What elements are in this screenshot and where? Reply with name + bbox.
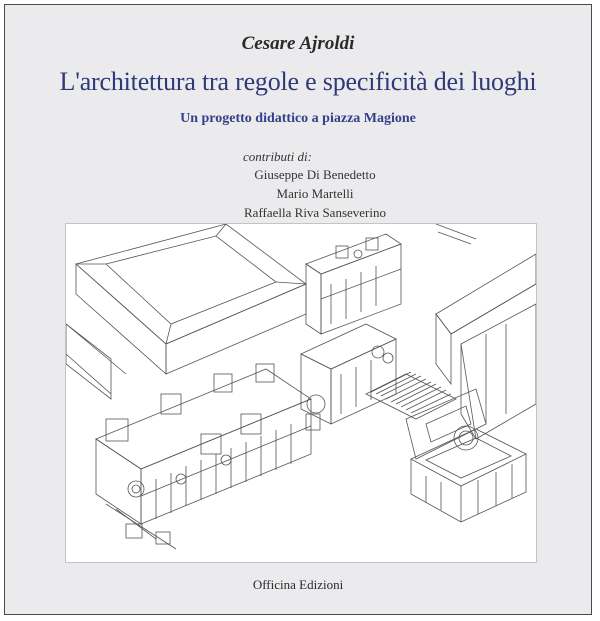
book-cover [4, 4, 592, 615]
book-title: L'architettura tra regole e specificità dei luoghi [59, 67, 537, 96]
pyramid-building [66, 224, 306, 399]
hatched-plaza [366, 372, 486, 459]
church-cluster [301, 324, 396, 430]
contributor-name: Raffaella Riva Sanseverino [244, 205, 386, 220]
long-building [96, 364, 311, 549]
contributor-name: Giuseppe Di Benedetto [254, 167, 376, 182]
row-houses-top [306, 224, 476, 334]
contributors-label: contributi di: [243, 149, 312, 164]
publisher-name: Officina Edizioni [252, 577, 344, 592]
right-buildings [436, 254, 536, 439]
contributor-name: Mario Martelli [276, 186, 354, 201]
architectural-sketch [66, 224, 536, 562]
contributors-block [215, 149, 415, 222]
author-name: Cesare Ajroldi [241, 33, 355, 54]
axonometric-drawing [65, 223, 537, 563]
cloister [411, 426, 526, 522]
book-subtitle: Un progetto didattico a piazza Magione [180, 111, 416, 126]
